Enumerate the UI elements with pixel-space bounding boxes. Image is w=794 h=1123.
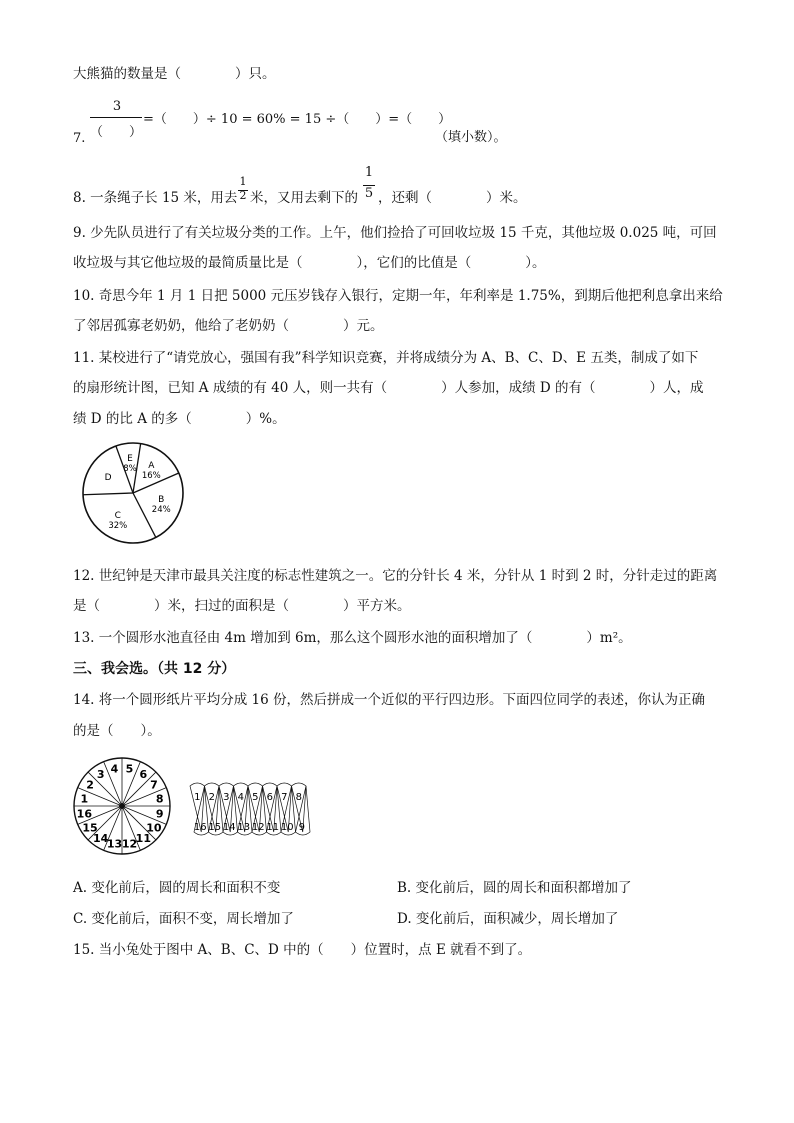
para-bottom-number: 11 [266,822,280,833]
q12-line2: 是（ ）米，扫过的面积是（ ）平方米。 [73,598,411,614]
circle-sector-number: 16 [76,807,92,821]
q7-note: （填小数）。 [435,130,507,145]
q8-frac1-num: 1 [239,175,247,188]
circle-sector-number: 14 [93,831,109,845]
para-top-number: 5 [252,792,259,803]
para-top-number: 1 [194,792,201,803]
pie-slice-value: 32% [108,520,128,531]
pie-slice-label: A [148,461,155,472]
q8-part3: ，还剩（ ）米。 [378,190,527,206]
section-3-heading: 三、我会选。（共 12 分） [73,661,236,677]
q11-line1: 11. 某校进行了“请党放心，强国有我”科学知识竞赛，并将成绩分为 A、B、C、D、E 五类，制成了如下 [73,350,699,366]
pie-slice-label: E [127,454,133,465]
q7-number: 7. [73,131,86,146]
para-top-number: 2 [208,792,215,803]
q8-frac2-den: 5 [364,186,374,201]
pie-slice-label: D [104,473,112,484]
circle-sector-number: 10 [146,821,162,835]
q7-frac-bar [90,117,142,118]
option-d[interactable]: D. 变化前后，面积减少，周长增加了 [397,911,619,927]
q8-part2: 米，又用去剩下的 [250,190,358,206]
circle-sector-number: 11 [135,831,151,845]
pie-slice-value: 8% [123,464,137,475]
q7-expression: =（ ）÷ 10 = 60% = 15 ÷（ ）=（ ） [143,112,452,127]
q8-part1: 8. 一条绳子长 15 米，用去 [73,190,238,206]
circle-sector-number: 9 [155,807,164,821]
para-top-number: 3 [223,792,230,803]
q11-line2: 的扇形统计图，已知 A 成绩的有 40 人，则一共有（ ）人参加，成绩 D 的有（ ）人，成 [73,380,704,396]
circle-sector-number: 7 [150,778,158,792]
circle-sector-number: 2 [86,778,94,792]
circle-sector-number: 5 [125,762,134,776]
q7-frac-numerator: 3 [112,99,122,114]
q15-text: 15. 当小兔处于图中 A、B、C、D 中的（ ）位置时，点 E 就看不到了。 [73,942,532,958]
parallelogram-figure [186,780,326,842]
pie-slice-label: C [114,510,121,521]
q9-line2: 收垃圾与其它他垃圾的最简质量比是（ ），它们的比值是（ ）。 [73,255,546,271]
q13-text: 13. 一个圆形水池直径由 4m 增加到 6m，那么这个圆形水池的面积增加了（ ）m²。 [73,630,632,646]
q12-line1: 12. 世纪钟是天津市最具关注度的标志性建筑之一。它的分针长 4 米，分针从 1 时到 2 时，分针走过的距离 [73,568,718,584]
pie-slice-value: 24% [151,505,171,516]
para-bottom-number: 10 [280,822,294,833]
q10-line2: 了邻居孤寡老奶奶，他给了老奶奶（ ）元。 [73,318,384,334]
para-bottom-number: 9 [298,822,305,833]
q8-frac1-den: 2 [239,189,247,202]
circle-sector-number: 4 [110,762,119,776]
para-bottom-number: 15 [208,822,222,833]
circle-sector-number: 15 [82,821,98,835]
circle-sector-number: 12 [121,837,138,851]
para-bottom-number: 13 [237,822,251,833]
pie-slice-label: B [158,495,165,506]
q9-line1: 9. 少先队员进行了有关垃圾分类的工作。上午，他们捡拾了可回收垃圾 15 千克，其他垃圾 0.025 吨，可回 [73,225,717,241]
para-top-number: 6 [266,792,273,803]
q7-frac-denominator: （ ） [89,125,142,140]
circle-sector-number: 6 [139,768,148,782]
option-c[interactable]: C. 变化前后，面积不变，周长增加了 [73,911,294,927]
option-b[interactable]: B. 变化前后，圆的周长和面积都增加了 [397,880,632,896]
q14-line1: 14. 将一个圆形纸片平均分成 16 份，然后拼成一个近似的平行四边形。下面四位同学的表述，你认为正确 [73,692,706,708]
para-bottom-number: 16 [193,822,207,833]
circle-sector-number: 13 [106,837,123,851]
q14-line2: 的是（ ）。 [73,723,161,739]
circle-sector-number: 8 [155,792,164,806]
para-top-number: 7 [281,792,288,803]
option-a[interactable]: A. 变化前后，圆的周长和面积不变 [73,880,281,896]
q8-frac2-num: 1 [364,165,374,180]
circle-center [119,803,125,809]
q10-line1: 10. 奇思今年 1 月 1 日把 5000 元压岁钱存入银行，定期一年，年利率是 1.75%，到期后他把利息拿出来给 [73,288,723,304]
para-top-number: 8 [295,792,302,803]
para-bottom-number: 12 [251,822,265,833]
circle-sector-number: 3 [96,768,105,782]
circle-sector-number: 1 [80,792,89,806]
q11-line3: 绩 D 的比 A 的多（ ）%。 [73,411,286,427]
para-top-number: 4 [237,792,244,803]
q6-tail: 大熊猫的数量是（ ）只。 [73,66,276,82]
pie-slice-value: 16% [141,471,161,482]
para-bottom-number: 14 [222,822,236,833]
divided-circle-figure [70,756,174,860]
pie-chart [80,440,186,546]
